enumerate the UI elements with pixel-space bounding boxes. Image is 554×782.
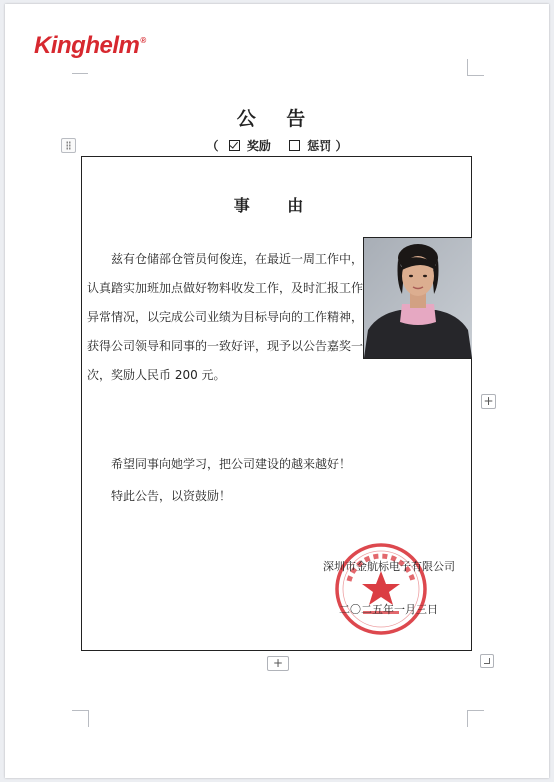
- penalty-checkbox[interactable]: [289, 140, 300, 151]
- document-title: 公 告: [236, 108, 318, 130]
- reward-checkbox[interactable]: [229, 140, 240, 151]
- notice-type: （ 奖励 惩罚 ）: [206, 139, 348, 153]
- closing-line-1: 希望同事向她学习，把公司建设的越来越好！: [111, 457, 352, 471]
- table-move-handle-icon[interactable]: [61, 138, 76, 153]
- company-logo: Kinghelm®: [34, 32, 146, 59]
- margin-marker-bottom-left: [72, 710, 89, 727]
- closing-line-2: 特此公告，以资鼓励！: [111, 489, 232, 503]
- reason-heading: 事 由: [233, 196, 320, 215]
- reward-label: 奖励: [246, 139, 271, 153]
- employee-photo: [363, 237, 472, 359]
- add-column-button[interactable]: +: [481, 394, 496, 409]
- notice-date: 二〇二五年一月三日: [339, 603, 438, 616]
- margin-marker-top-right: [467, 59, 484, 76]
- penalty-label: 惩罚: [307, 139, 332, 153]
- add-row-button[interactable]: +: [267, 656, 289, 671]
- document-page: [5, 4, 549, 778]
- company-signature: 深圳市金航标电子有限公司: [323, 560, 455, 573]
- notice-body: 兹有仓储部仓管员何俊连，在最近一周工作中，认真踏实加班加点做好物料收发工作，及时汇报工作异常情况，以完成公司业绩为目标导向的工作精神，获得公司领导和同事的一致好评，现予以公告嘉奖一次，奖励人民币 200 元。: [87, 252, 364, 382]
- margin-marker-top-left: [72, 59, 88, 74]
- notice-table: [81, 156, 472, 651]
- margin-marker-bottom-right: [467, 710, 484, 727]
- table-resize-handle-icon[interactable]: [480, 654, 494, 668]
- company-seal-icon: [333, 541, 429, 637]
- closing-remarks: [111, 448, 351, 512]
